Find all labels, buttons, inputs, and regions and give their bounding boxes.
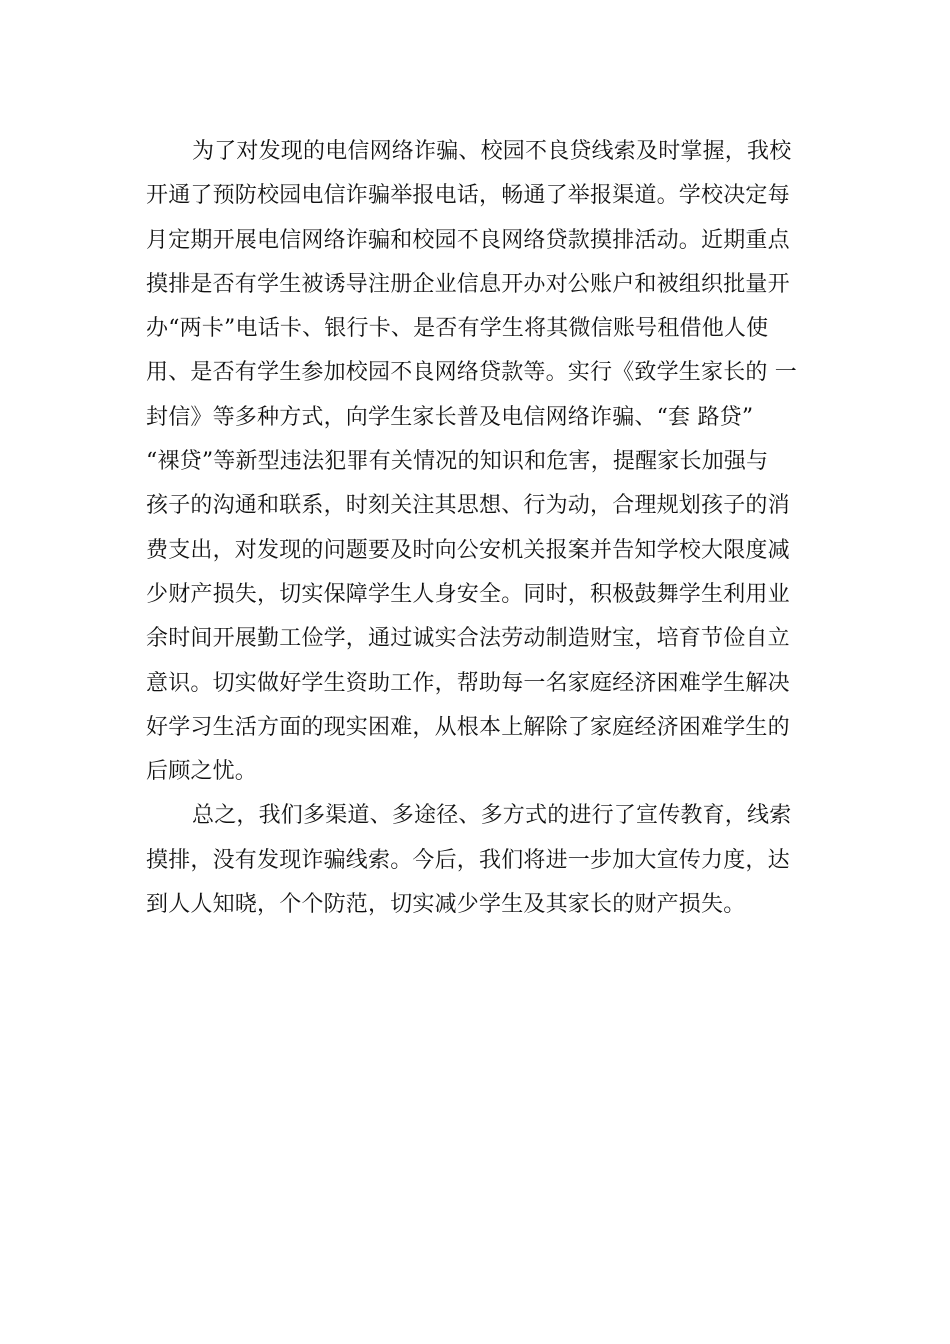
text-line: “裸贷”等新型违法犯罪有关情况的知识和危害，提醒家长加强与 xyxy=(146,449,769,475)
text-line: 封信》等多种方式，向学生家长普及电信网络诈骗、“套 路贷” xyxy=(146,404,754,430)
paragraph-1 xyxy=(146,130,804,794)
text-line: 孩子的沟通和联系，时刻关注其思想、行为动，合理规划孩子的消 xyxy=(146,493,790,519)
document-body xyxy=(146,130,804,927)
text-line: 为了对发现的电信网络诈骗、校园不良贷线索及时掌握，我校 xyxy=(192,139,792,164)
text-line: 开通了预防校园电信诈骗举报电话，畅通了举报渠道。学校决定每 xyxy=(146,183,790,209)
text-line: 用、是否有学生参加校园不良网络贷款等。实行《致学生家长的 一 xyxy=(146,360,797,386)
text-line: 总之，我们多渠道、多途径、多方式的进行了宣传教育，线索 xyxy=(192,803,792,829)
text-line: 后顾之忧。 xyxy=(146,759,258,785)
text-line: 摸排，没有发现诈骗线索。今后，我们将进一步加大宣传力度，达 xyxy=(146,847,790,873)
paragraph-2 xyxy=(146,794,804,927)
text-line: 余时间开展勤工俭学，通过诚实合法劳动制造财宝，培育节俭自立 xyxy=(146,626,790,652)
text-line: 费支出，对发现的问题要及时向公安机关报案并告知学校大限度减 xyxy=(146,537,790,563)
text-line: 摸排是否有学生被诱导注册企业信息开办对公账户和被组织批量开 xyxy=(146,271,790,297)
text-line: 办“两卡”电话卡、银行卡、是否有学生将其微信账号租借他人使 xyxy=(146,316,769,342)
text-line: 少财产损失，切实保障学生人身安全。同时，积极鼓舞学生利用业 xyxy=(146,581,790,607)
text-line: 月定期开展电信网络诈骗和校园不良网络贷款摸排活动。近期重点 xyxy=(146,227,790,253)
text-line: 到人人知晓，个个防范，切实减少学生及其家长的财产损失。 xyxy=(146,892,746,918)
text-line: 意识。切实做好学生资助工作，帮助每一名家庭经济困难学生解决 xyxy=(146,670,790,696)
text-line: 好学习生活方面的现实困难，从根本上解除了家庭经济困难学生的 xyxy=(146,714,790,740)
